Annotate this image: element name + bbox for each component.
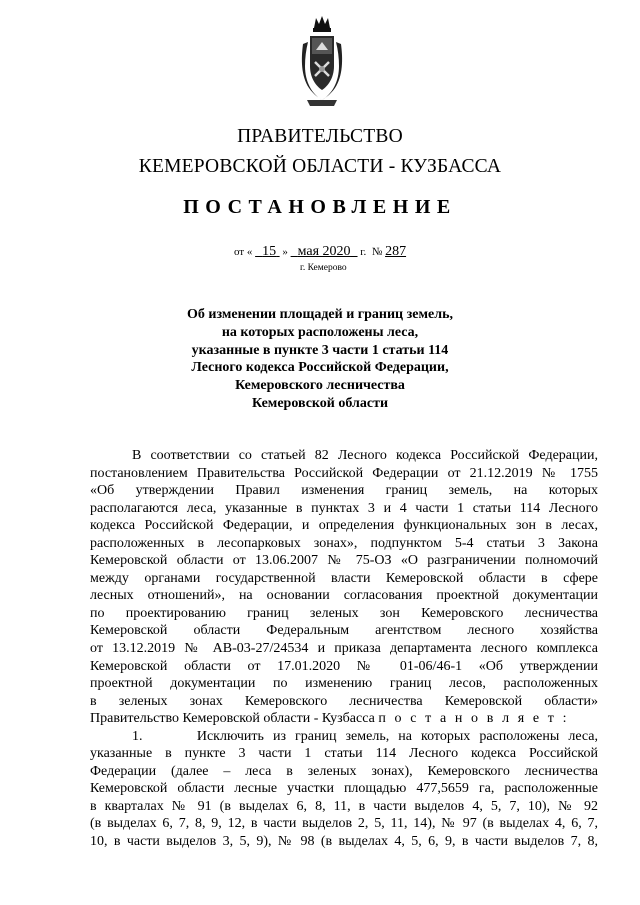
item-line: 10, в части выделов 3, 5, 9), № 98 (в выделах 4, 5, 6, 9, в части выделов 7, 8, [90, 834, 598, 850]
body-line: «Об утверждении Правил изменения границ земель, на которых [90, 483, 598, 499]
item-line: Федерации (далее – леса в зеленых зонах), Кемеровского лесничества [90, 763, 598, 779]
body-line: располагаются леса, указанные в пунктах 3 и 4 части 1 статьи 114 Лесного [90, 500, 598, 516]
body-line: Кемеровской области Федеральным агентством лесного хозяйства [90, 623, 598, 639]
title-line: Кемеровского лесничества [235, 378, 405, 394]
coat-of-arms-icon [299, 14, 345, 110]
title-line: Кемеровской области [251, 395, 389, 411]
body-line: постановлением Правительства Российской Федерации от 21.12.2019 № 1755 [90, 465, 598, 481]
body-line: В соответствии со статьей 82 Лесного кодекса Российской Федерации, [132, 448, 598, 463]
date-year-suffix: г. [360, 246, 367, 258]
item-line: указанные в пункте 3 части 1 статьи 114 Лесного кодекса Российской [90, 746, 598, 762]
item-line: в кварталах № 91 (в выделах 6, 8, 11, в части выделов 4, 5, 7, 10), № 92 [90, 798, 598, 814]
title-line: указанные в пункте 3 части 1 статьи 114 [191, 342, 449, 358]
title-line: Лесного кодекса Российской Федерации, [191, 360, 449, 376]
document-title [0, 306, 640, 413]
body-line: Кемеровской области от 13.06.2007 № 75-ОЗ «О разграничении полномочий [90, 553, 598, 569]
item-1-first-line: 1. Исключить из границ земель, на которых расположены леса, [90, 728, 598, 746]
body-line: от 13.12.2019 № АВ-03-27/24534 и приказа департамента лесного комплекса [90, 641, 598, 657]
resolution-line: Правительство Кемеровской области - Кузбасса п о с т а н о в л я е т : [90, 711, 570, 727]
body-line: проектной документации по изменению границ лесов, расположенных [90, 676, 598, 692]
document-type: ПОСТАНОВЛЕНИЕ [183, 196, 457, 218]
body-line: между органами государственной власти Кемеровской области в сфере [90, 570, 598, 586]
body-line: Кемеровской области от 17.01.2020 № 01-06/46-1 «Об утверждении [90, 658, 598, 674]
date-month-year: мая 2020 [297, 244, 351, 259]
date-day: 15 [262, 244, 277, 259]
body-line: лесных отношений», на основании согласования проектной документации [90, 588, 598, 604]
document-body [90, 447, 598, 851]
item-line: (в выделах 6, 7, 8, 9, 12, в части выделов 2, 5, 11, 14), № 97 (в выделах 4, 6, 7, [90, 816, 598, 832]
date-line [0, 244, 640, 260]
document-number: 287 [385, 244, 407, 259]
government-title-line1: ПРАВИТЕЛЬСТВО [237, 126, 403, 147]
body-line: в зеленых зонах Кемеровского лесничества Кемеровской области» [90, 693, 598, 709]
body-line: кодекса Российской Федерации, и определения функциональных зон в лесах, [90, 518, 598, 534]
date-mid: » [282, 246, 288, 258]
item-line: Кемеровской области лесные участки площадью 477,5659 га, расположенные [90, 781, 598, 797]
number-prefix: № [371, 246, 383, 258]
date-prefix: от « [233, 246, 253, 258]
title-line: на которых расположены леса, [221, 324, 419, 340]
item-number: 1. [132, 728, 143, 744]
body-line: расположенных в лесопарковых зонах», подпунктом 5-4 статьи 3 Закона [90, 535, 598, 551]
body-line: по проектированию границ зеленых зон Кемеровского лесничества [90, 605, 598, 621]
city: г. Кемерово [300, 263, 347, 273]
government-title-line2: КЕМЕРОВСКОЙ ОБЛАСТИ - КУЗБАССА [138, 156, 502, 177]
title-line: Об изменении площадей и границ земель, [187, 307, 453, 322]
